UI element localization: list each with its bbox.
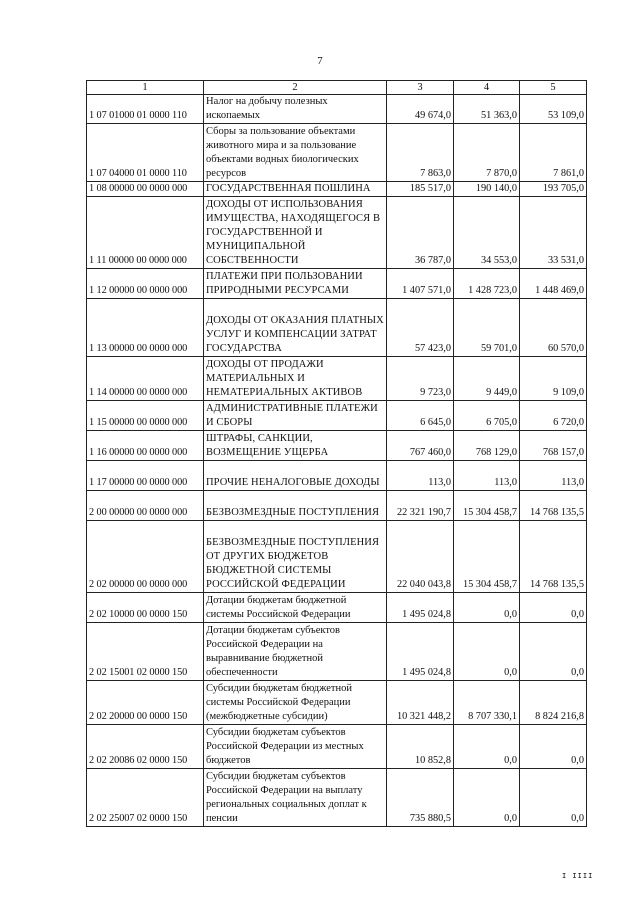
table-row bbox=[87, 401, 587, 431]
value-cell: 6 645,0 bbox=[387, 401, 454, 431]
value-cell: 9 723,0 bbox=[387, 357, 454, 401]
value-cell: 15 304 458,7 bbox=[454, 521, 520, 593]
table-header-row bbox=[87, 81, 587, 95]
revenue-name-cell: ПЛАТЕЖИ ПРИ ПОЛЬЗОВАНИИ ПРИРОДНЫМИ РЕСУРСАМИ bbox=[204, 269, 387, 299]
revenue-name-cell: Сборы за пользование объектами животного мира и за пользование объектами водных биологических ресурсов bbox=[204, 124, 387, 182]
table-row bbox=[87, 197, 587, 269]
table-row bbox=[87, 769, 587, 827]
value-cell: 113,0 bbox=[454, 461, 520, 491]
budget-code-cell: 2 02 20000 00 0000 150 bbox=[87, 681, 204, 725]
budget-code-cell: 1 12 00000 00 0000 000 bbox=[87, 269, 204, 299]
column-header: 1 bbox=[87, 81, 204, 95]
table-row bbox=[87, 681, 587, 725]
revenue-table bbox=[86, 80, 587, 827]
value-cell: 9 449,0 bbox=[454, 357, 520, 401]
budget-code-cell: 1 17 00000 00 0000 000 bbox=[87, 461, 204, 491]
budget-code-cell: 1 11 00000 00 0000 000 bbox=[87, 197, 204, 269]
revenue-name-cell: Дотации бюджетам субъектов Российской Федерации на выравнивание бюджетной обеспеченности bbox=[204, 623, 387, 681]
value-cell: 0,0 bbox=[520, 769, 587, 827]
value-cell: 10 321 448,2 bbox=[387, 681, 454, 725]
revenue-name-cell: ШТРАФЫ, САНКЦИИ, ВОЗМЕЩЕНИЕ УЩЕРБА bbox=[204, 431, 387, 461]
value-cell: 768 157,0 bbox=[520, 431, 587, 461]
value-cell: 0,0 bbox=[454, 593, 520, 623]
revenue-name-cell: Налог на добычу полезных ископаемых bbox=[204, 95, 387, 124]
budget-code-cell: 2 02 15001 02 0000 150 bbox=[87, 623, 204, 681]
value-cell: 34 553,0 bbox=[454, 197, 520, 269]
revenue-name-cell: Субсидии бюджетам субъектов Российской Федерации на выплату региональных социальных доплат к пенсии bbox=[204, 769, 387, 827]
budget-code-cell: 2 00 00000 00 0000 000 bbox=[87, 491, 204, 521]
value-cell: 0,0 bbox=[454, 623, 520, 681]
value-cell: 22 040 043,8 bbox=[387, 521, 454, 593]
value-cell: 6 705,0 bbox=[454, 401, 520, 431]
value-cell: 190 140,0 bbox=[454, 182, 520, 197]
budget-code-cell: 1 13 00000 00 0000 000 bbox=[87, 299, 204, 357]
value-cell: 14 768 135,5 bbox=[520, 491, 587, 521]
value-cell: 9 109,0 bbox=[520, 357, 587, 401]
table-row bbox=[87, 725, 587, 769]
value-cell: 1 448 469,0 bbox=[520, 269, 587, 299]
value-cell: 57 423,0 bbox=[387, 299, 454, 357]
revenue-name-cell: ПРОЧИЕ НЕНАЛОГОВЫЕ ДОХОДЫ bbox=[204, 461, 387, 491]
revenue-name-cell: ДОХОДЫ ОТ ОКАЗАНИЯ ПЛАТНЫХ УСЛУГ И КОМПЕНСАЦИИ ЗАТРАТ ГОСУДАРСТВА bbox=[204, 299, 387, 357]
value-cell: 1 407 571,0 bbox=[387, 269, 454, 299]
revenue-name-cell: ГОСУДАРСТВЕННАЯ ПОШЛИНА bbox=[204, 182, 387, 197]
value-cell: 1 495 024,8 bbox=[387, 593, 454, 623]
value-cell: 735 880,5 bbox=[387, 769, 454, 827]
value-cell: 0,0 bbox=[454, 725, 520, 769]
budget-code-cell: 1 07 04000 01 0000 110 bbox=[87, 124, 204, 182]
budget-code-cell: 2 02 00000 00 0000 000 bbox=[87, 521, 204, 593]
value-cell: 59 701,0 bbox=[454, 299, 520, 357]
budget-code-cell: 2 02 25007 02 0000 150 bbox=[87, 769, 204, 827]
value-cell: 113,0 bbox=[387, 461, 454, 491]
value-cell: 33 531,0 bbox=[520, 197, 587, 269]
value-cell: 8 824 216,8 bbox=[520, 681, 587, 725]
budget-code-cell: 1 14 00000 00 0000 000 bbox=[87, 357, 204, 401]
revenue-name-cell: БЕЗВОЗМЕЗДНЫЕ ПОСТУПЛЕНИЯ ОТ ДРУГИХ БЮДЖЕТОВ БЮДЖЕТНОЙ СИСТЕМЫ РОССИЙСКОЙ ФЕДЕРАЦИИ bbox=[204, 521, 387, 593]
value-cell: 185 517,0 bbox=[387, 182, 454, 197]
budget-code-cell: 1 15 00000 00 0000 000 bbox=[87, 401, 204, 431]
value-cell: 51 363,0 bbox=[454, 95, 520, 124]
table-row bbox=[87, 623, 587, 681]
value-cell: 768 129,0 bbox=[454, 431, 520, 461]
value-cell: 53 109,0 bbox=[520, 95, 587, 124]
value-cell: 6 720,0 bbox=[520, 401, 587, 431]
table-row bbox=[87, 461, 587, 491]
page-number: 7 bbox=[317, 55, 323, 67]
value-cell: 36 787,0 bbox=[387, 197, 454, 269]
revenue-name-cell: Дотации бюджетам бюджетной системы Российской Федерации bbox=[204, 593, 387, 623]
budget-code-cell: 2 02 10000 00 0000 150 bbox=[87, 593, 204, 623]
value-cell: 1 495 024,8 bbox=[387, 623, 454, 681]
table-row bbox=[87, 124, 587, 182]
revenue-name-cell: БЕЗВОЗМЕЗДНЫЕ ПОСТУПЛЕНИЯ bbox=[204, 491, 387, 521]
value-cell: 15 304 458,7 bbox=[454, 491, 520, 521]
table-row bbox=[87, 491, 587, 521]
table-row bbox=[87, 269, 587, 299]
value-cell: 10 852,8 bbox=[387, 725, 454, 769]
column-header: 4 bbox=[454, 81, 520, 95]
table-row bbox=[87, 431, 587, 461]
revenue-name-cell: Субсидии бюджетам субъектов Российской Федерации из местных бюджетов bbox=[204, 725, 387, 769]
value-cell: 0,0 bbox=[454, 769, 520, 827]
value-cell: 7 861,0 bbox=[520, 124, 587, 182]
table-row bbox=[87, 95, 587, 124]
value-cell: 22 321 190,7 bbox=[387, 491, 454, 521]
value-cell: 60 570,0 bbox=[520, 299, 587, 357]
value-cell: 14 768 135,5 bbox=[520, 521, 587, 593]
value-cell: 49 674,0 bbox=[387, 95, 454, 124]
value-cell: 193 705,0 bbox=[520, 182, 587, 197]
barcode-mark: I IIII bbox=[562, 872, 594, 880]
value-cell: 0,0 bbox=[520, 623, 587, 681]
budget-code-cell: 1 07 01000 01 0000 110 bbox=[87, 95, 204, 124]
value-cell: 7 870,0 bbox=[454, 124, 520, 182]
revenue-name-cell: ДОХОДЫ ОТ ПРОДАЖИ МАТЕРИАЛЬНЫХ И НЕМАТЕРИАЛЬНЫХ АКТИВОВ bbox=[204, 357, 387, 401]
budget-code-cell: 1 16 00000 00 0000 000 bbox=[87, 431, 204, 461]
column-header: 3 bbox=[387, 81, 454, 95]
value-cell: 0,0 bbox=[520, 725, 587, 769]
value-cell: 1 428 723,0 bbox=[454, 269, 520, 299]
value-cell: 113,0 bbox=[520, 461, 587, 491]
value-cell: 7 863,0 bbox=[387, 124, 454, 182]
table-row bbox=[87, 521, 587, 593]
value-cell: 8 707 330,1 bbox=[454, 681, 520, 725]
revenue-name-cell: ДОХОДЫ ОТ ИСПОЛЬЗОВАНИЯ ИМУЩЕСТВА, НАХОДЯЩЕГОСЯ В ГОСУДАРСТВЕННОЙ И МУНИЦИПАЛЬНОЙ СОБСТВЕННОСТИ bbox=[204, 197, 387, 269]
value-cell: 767 460,0 bbox=[387, 431, 454, 461]
budget-code-cell: 1 08 00000 00 0000 000 bbox=[87, 182, 204, 197]
value-cell: 0,0 bbox=[520, 593, 587, 623]
table-row bbox=[87, 182, 587, 197]
column-header: 5 bbox=[520, 81, 587, 95]
budget-code-cell: 2 02 20086 02 0000 150 bbox=[87, 725, 204, 769]
revenue-name-cell: Субсидии бюджетам бюджетной системы Российской Федерации (межбюджетные субсидии) bbox=[204, 681, 387, 725]
table-row bbox=[87, 593, 587, 623]
table-row bbox=[87, 299, 587, 357]
table-row bbox=[87, 357, 587, 401]
column-header: 2 bbox=[204, 81, 387, 95]
revenue-name-cell: АДМИНИСТРАТИВНЫЕ ПЛАТЕЖИ И СБОРЫ bbox=[204, 401, 387, 431]
